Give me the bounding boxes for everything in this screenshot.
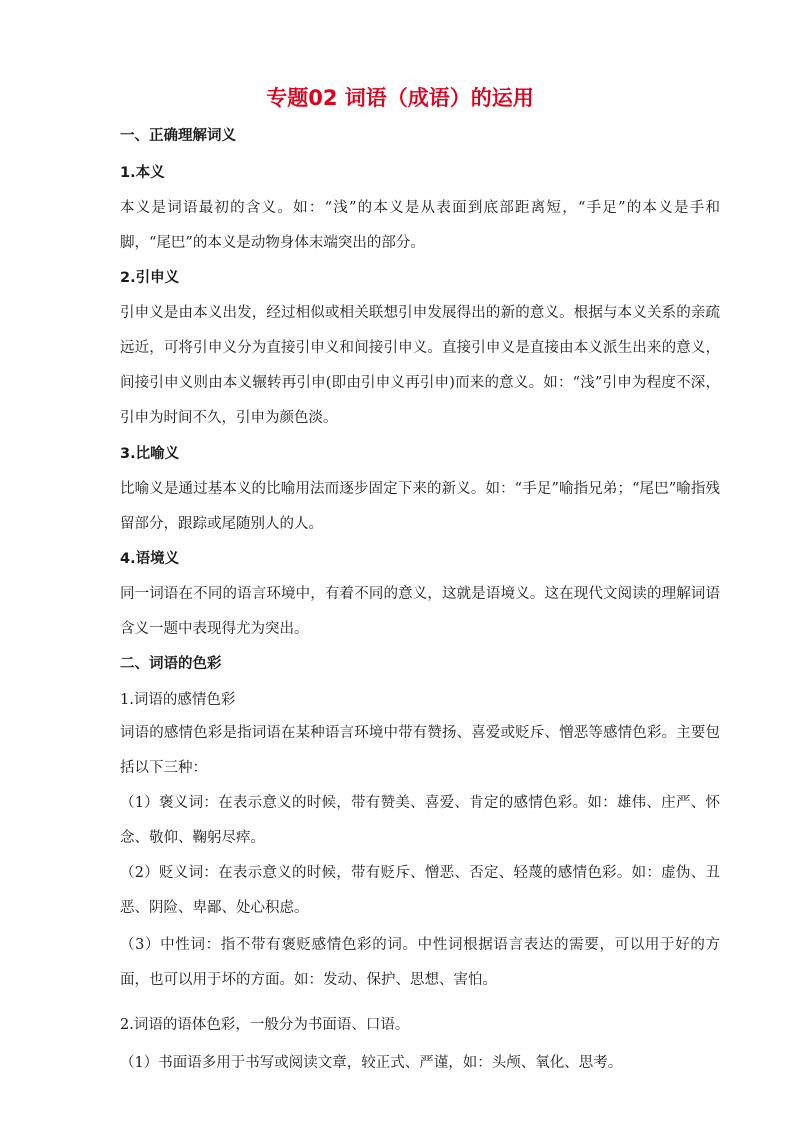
subheading-context-meaning: 4.语境义 bbox=[120, 551, 180, 567]
subheading-extended-meaning: 2.引申义 bbox=[120, 270, 180, 286]
paragraph-basic-meaning: 本义是词语最初的含义。如：“浅”的本义是从表面到底部距离短，“手足”的本义是手和脚，“尾巴”的本义是动物身体末端突出的部分。 bbox=[120, 200, 720, 251]
subheading-style-color: 2.词语的语体色彩，一般分为书面语、口语。 bbox=[120, 1017, 410, 1033]
section-heading-1: 一、正确理解词义 bbox=[120, 128, 236, 144]
list-item-derogatory: （2）贬义词：在表示意义的时候，带有贬斥、憎恶、否定、轻蔑的感情色彩。如：虚伪、丑恶、阴险、卑鄙、处心积虑。 bbox=[120, 865, 720, 916]
list-item-written-language: （1）书面语多用于书写或阅读文章，较正式、严谨，如：头颅、氧化、思考。 bbox=[120, 1055, 623, 1071]
paragraph-extended-meaning: 引申义是由本义出发，经过相似或相关联想引申发展得出的新的意义。根据与本义关系的亲疏远近，可将引申义分为直接引申义和间接引申义。直接引申义是直接由本义派生出来的意义，间接引申义则由本义辗转再引申(即由引申义再引申)而来的意义。如：“浅”引申为程度不深，引申为时间不久，引申为颜色淡。 bbox=[120, 305, 720, 426]
page-title: 专题02 词语（成语）的运用 bbox=[266, 86, 534, 110]
list-item-neutral: （3）中性词：指不带有褒贬感情色彩的词。中性词根据语言表达的需要，可以用于好的方面，也可以用于坏的方面。如：发动、保护、思想、害怕。 bbox=[120, 937, 720, 988]
paragraph-metaphor-meaning: 比喻义是通过基本义的比喻用法而逐步固定下来的新义。如：“手足”喻指兄弟；“尾巴”喻指残留部分，跟踪或尾随别人的人。 bbox=[120, 481, 720, 532]
paragraph-emotional-color: 词语的感情色彩是指词语在某种语言环境中带有赞扬、喜爱或贬斥、憎恶等感情色彩。主要包括以下三种： bbox=[120, 725, 720, 776]
subheading-metaphor-meaning: 3.比喻义 bbox=[120, 446, 180, 462]
paragraph-context-meaning: 同一词语在不同的语言环境中，有着不同的意义，这就是语境义。这在现代文阅读的理解词语含义一题中表现得尤为突出。 bbox=[120, 586, 720, 637]
section-heading-2: 二、词语的色彩 bbox=[120, 656, 222, 672]
list-item-commendatory: （1）褒义词：在表示意义的时候，带有赞美、喜爱、肯定的感情色彩。如：雄伟、庄严、怀念、敬仰、鞠躬尽瘁。 bbox=[120, 795, 720, 846]
subheading-emotional-color: 1.词语的感情色彩 bbox=[120, 692, 236, 708]
subheading-basic-meaning: 1.本义 bbox=[120, 165, 165, 181]
